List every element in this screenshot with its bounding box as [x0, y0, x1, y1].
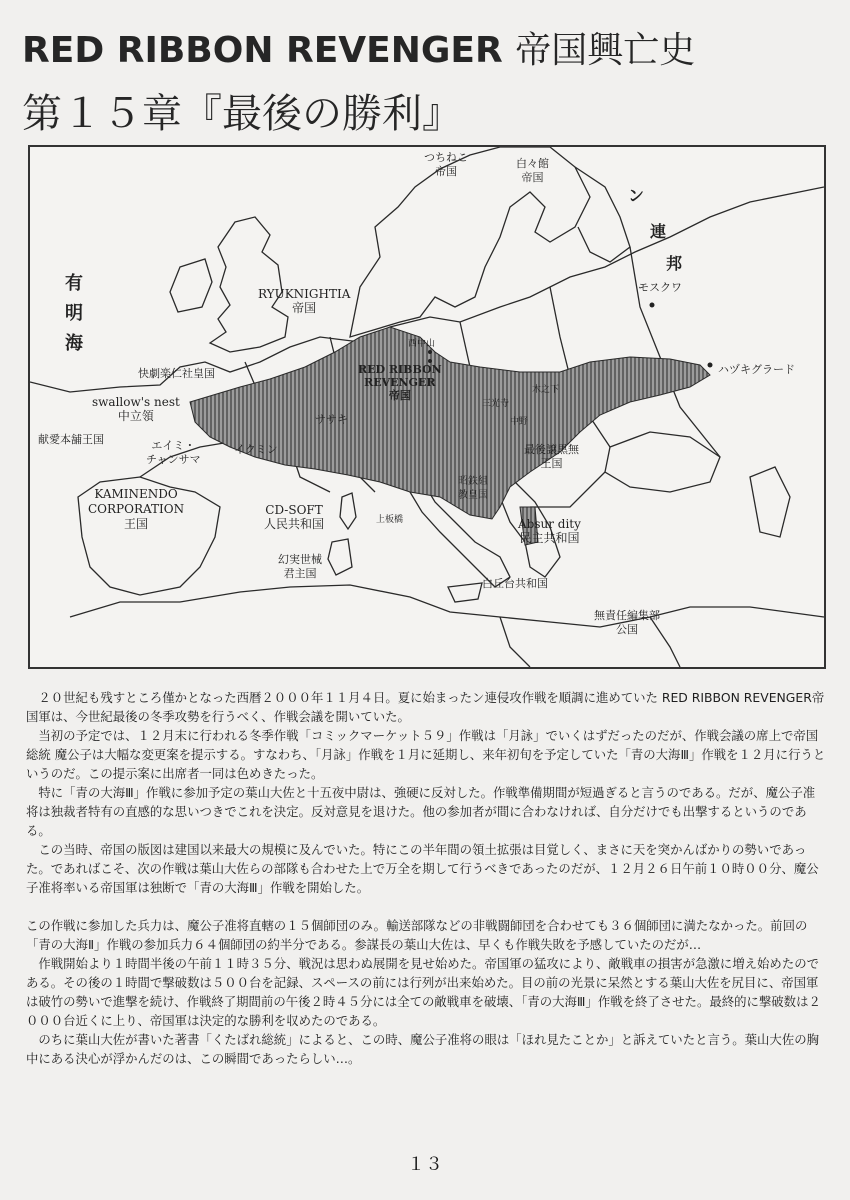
paragraph: この作戦に参加した兵力は、魔公子准将直轄の１５個師団のみ。輸送部隊などの非戦闘師団を合わせても３６個師団に満たなかった。前回の「青の大海Ⅱ」作戦の参加兵力６４個師団の約半分である。参謀長の葉山大佐は、早くも作戦失敗を予感していたのだが… — [26, 918, 808, 952]
label-kamiita: 上板橋 — [376, 515, 404, 525]
label-nakano: 中野 — [510, 417, 529, 427]
label-ryuknightia: RYUKNIGHTIA 帝国 — [258, 287, 351, 315]
label-sasaki: ササキ — [315, 413, 348, 426]
label-ikumin: イクミン — [234, 443, 278, 456]
label-tsuchineko: つちねこ 帝国 — [424, 151, 468, 178]
label-rrr: RED RIBBON REVENGER 帝国 — [358, 363, 442, 402]
label-kinoshita: 木之下 — [532, 385, 560, 395]
label-sankoji: 三光寺 — [482, 399, 510, 409]
label-swallow: swallow's nest 中立領 — [92, 395, 180, 423]
page-number: １３ — [407, 1154, 443, 1175]
paragraph: この当時、帝国の版図は建国以来最大の規模に及んでいた。特にこの半年間の領土拡張は目覚しく、まさに天を突かんばかりの勢いであった。であればこそ、次の作戦は葉山大佐らの部隊も合わせた上で万全を期して行うべきであったのだが、１２月２６日午前１０時００分、魔公子准将率いる帝国軍は独断で「青の大海Ⅲ」作戦を開始した。 — [26, 842, 819, 895]
title-english: RED RIBBON REVENGER — [22, 30, 503, 71]
label-absur: Absur dity 民主共和国 — [518, 517, 581, 545]
label-shoten: 昭鉄組 教皇国 — [458, 476, 488, 501]
paragraph: ２０世紀も残すところ僅かとなった西暦２０００年１１月４日。夏に始まったン連侵攻作戦を順調に進めていた RED RIBBON REVENGER帝国軍は、今世紀最後の冬季攻勢を行うべく、作戦会議を開いていた。 — [26, 690, 825, 724]
label-hakuhakukan: 白々館 帝国 — [516, 157, 549, 184]
sea-label: 有明海 — [65, 273, 83, 354]
article-body — [26, 688, 826, 1068]
label-saigo: 最後譲黒無 王国 — [524, 443, 579, 470]
chapter-title: 第１５章『最後の勝利』 — [22, 91, 462, 137]
label-ren: 連 — [650, 222, 667, 241]
label-shirooka: 白丘台共和国 — [482, 577, 548, 590]
label-musekinin: 無責任編集部 公国 — [594, 609, 660, 636]
label-nishinaka: 西中山 — [408, 339, 436, 349]
label-cdsoft: CD-SOFT 人民共和国 — [264, 503, 325, 531]
paragraph: 当初の予定では、１２月末に行われる冬季作戦「コミックマーケット５９」作戦は「月詠」でいくはずだったのだが、作戦会議の席上で帝国総統 魔公子は大幅な変更案を提示する。すなわち、「月詠」作戦を１月に延期し、来年初旬を予定していた「青の大海Ⅲ」作戦を１２月に行うというのだ。この提示案に出席者一同は色めきたった。 — [26, 728, 826, 781]
label-pou: 邦 — [666, 254, 683, 273]
label-kaigeki: 快劇楽仁社皇国 — [138, 367, 215, 380]
label-kaminendo: KAMINENDO CORPORATION 王国 — [88, 487, 185, 531]
label-kenai: 献愛本舗王国 — [38, 433, 104, 446]
paragraph: 作戦開始より１時間半後の午前１１時３５分、戦況は思わぬ展開を見せ始めた。帝国軍の猛攻により、敵戦車の損害が急激に増え始めたのである。その後の１時間で撃破数は５００台を記録、スペースの前には行列が出来始めた。目の前の光景に呆然とする葉山大佐を尻目に、帝国軍は破竹の勢いで進撃を続け、作戦終了期間前の午後２時４５分には全ての敵戦車を破壊、「青の大海Ⅲ」作戦を終了させた。最終的に撃破数は２０００台近くに上り、帝国軍は決定的な勝利を収めたのである。 — [26, 956, 821, 1028]
label-n: ン — [628, 186, 645, 205]
label-aimi: エイミ・ チャンサマ — [146, 439, 201, 466]
label-moscow: モスクワ — [638, 281, 682, 294]
paragraph-gap — [26, 897, 826, 916]
paragraph: のちに葉山大佐が書いた著書「くたばれ総統」によると、この時、魔公子准将の眼は「ほれ見たことか」と訴えていたと言う。葉山大佐の胸中にある決心が浮かんだのは、この瞬間であったらしい…。 — [26, 1032, 819, 1066]
label-genso: 幻実世械 君主国 — [278, 553, 322, 580]
label-hazukigrad: ハヅキグラード — [718, 363, 795, 376]
paragraph: 特に「青の大海Ⅲ」作戦に参加予定の葉山大佐と十五夜中尉は、強硬に反対した。作戦準備期間が短過ぎると言うのである。だが、魔公子准将は独裁者特有の直感的な思いつきでこれを決定。反対意見を退けた。他の参加者が間に合わなければ、自分だけでも出撃するというのである。 — [26, 785, 816, 838]
title-japanese: 帝国興亡史 — [515, 30, 696, 71]
europe-map — [28, 145, 826, 669]
page-title — [22, 22, 695, 73]
